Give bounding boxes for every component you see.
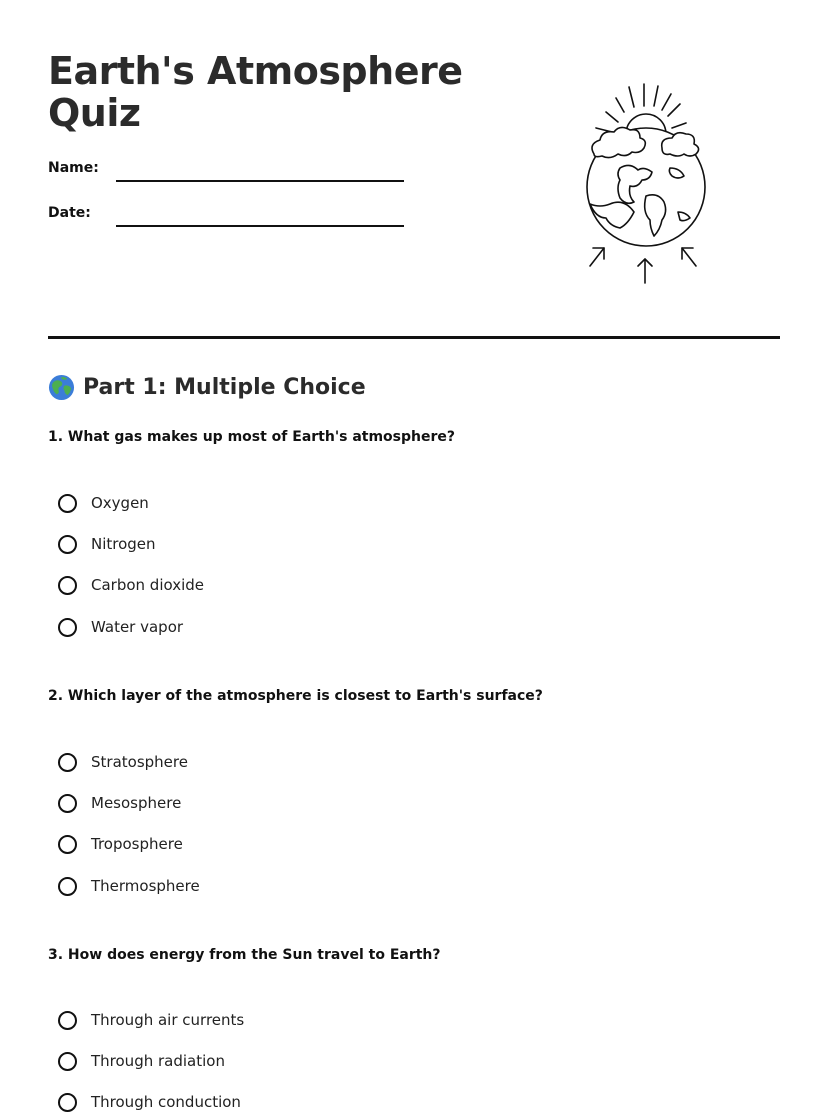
date-field[interactable] <box>48 205 408 235</box>
option-label: Thermosphere <box>91 877 200 895</box>
q3-option-c[interactable] <box>58 1090 241 1114</box>
q1-option-d[interactable] <box>58 615 183 639</box>
option-label: Oxygen <box>91 494 149 512</box>
question-3: 3. How does energy from the Sun travel to Earth? <box>48 947 441 963</box>
option-label: Through conduction <box>91 1093 241 1111</box>
radio-button[interactable] <box>58 794 77 813</box>
globe-icon <box>48 374 75 401</box>
radio-button[interactable] <box>58 877 77 896</box>
q1-option-a[interactable] <box>58 491 149 515</box>
option-label: Through air currents <box>91 1011 245 1029</box>
section-heading-text: Part 1: Multiple Choice <box>83 375 366 400</box>
radio-button[interactable] <box>58 835 77 854</box>
section-heading-part1 <box>48 374 366 401</box>
q1-option-c[interactable] <box>58 573 204 597</box>
arrows-up-icon <box>590 248 696 283</box>
date-line[interactable] <box>116 225 404 227</box>
question-1: 1. What gas makes up most of Earth's atmosphere? <box>48 429 456 445</box>
option-label: Nitrogen <box>91 535 156 553</box>
radio-button[interactable] <box>58 494 77 513</box>
earth-sun-illustration <box>574 76 714 291</box>
title-line-2: Quiz <box>48 91 141 135</box>
radio-button[interactable] <box>58 1011 77 1030</box>
option-label: Water vapor <box>91 618 184 636</box>
date-label: Date: <box>48 205 91 221</box>
option-label: Troposphere <box>91 835 183 853</box>
quiz-title <box>48 50 468 134</box>
radio-button[interactable] <box>58 535 77 554</box>
q1-option-b[interactable] <box>58 532 156 556</box>
name-label: Name: <box>48 160 99 176</box>
q2-option-a[interactable] <box>58 750 188 774</box>
option-label: Through radiation <box>91 1052 225 1070</box>
question-2: 2. Which layer of the atmosphere is closest to Earth's surface? <box>48 688 543 704</box>
cloud-left <box>592 127 645 157</box>
radio-button[interactable] <box>58 753 77 772</box>
radio-button[interactable] <box>58 1052 77 1071</box>
q2-option-d[interactable] <box>58 874 200 898</box>
q2-option-b[interactable] <box>58 791 181 815</box>
option-label: Mesosphere <box>91 794 182 812</box>
name-field[interactable] <box>48 160 408 190</box>
title-line-1: Earth's Atmosphere <box>48 49 463 93</box>
q3-option-a[interactable] <box>58 1008 244 1032</box>
option-label: Carbon dioxide <box>91 576 205 594</box>
option-label: Stratosphere <box>91 753 188 771</box>
name-line[interactable] <box>116 180 404 182</box>
radio-button[interactable] <box>58 618 77 637</box>
sun-rays-icon <box>596 84 686 132</box>
radio-button[interactable] <box>58 1093 77 1112</box>
q2-option-c[interactable] <box>58 832 183 856</box>
header-divider <box>48 336 780 339</box>
radio-button[interactable] <box>58 576 77 595</box>
q3-option-b[interactable] <box>58 1049 225 1073</box>
